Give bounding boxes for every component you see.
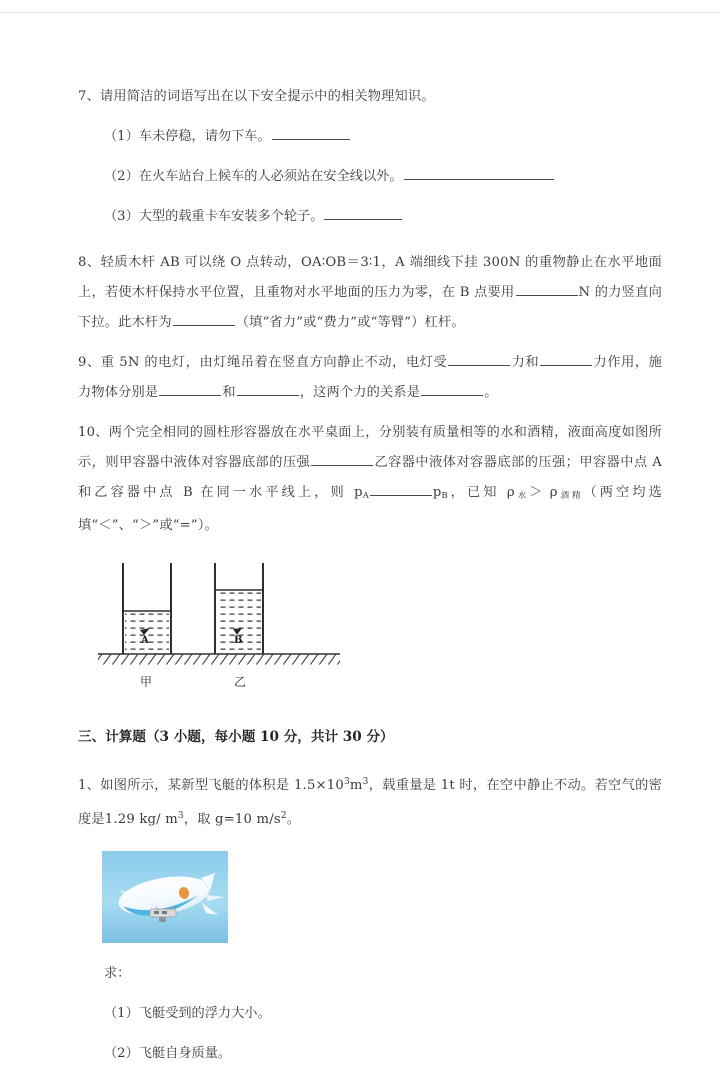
- liquid-left: [125, 611, 169, 654]
- answer-blank[interactable]: [448, 351, 510, 366]
- spacer: [78, 1029, 662, 1039]
- question-8-part1: 轻质木杆 AB 可以绕 O 点转动，OA∶OB＝3∶1，A 端细线下挂 300N 的重物静止在水平地面上，若使木杆保持水平位置，且重物对水平地面的压力为零，在 B 点要用: [78, 255, 662, 300]
- section-heading-calculation: 三、计算题（3 小题，每小题 10 分，共计 30 分）: [78, 729, 394, 745]
- question-9-part3: 力作用，施力物体分别是: [78, 355, 663, 400]
- gondola-window: [162, 911, 167, 914]
- figure-airship-photo: [102, 851, 228, 943]
- page-top-rule: [0, 12, 720, 13]
- spacer: [78, 112, 662, 122]
- gondola-window: [154, 911, 159, 914]
- item-text: 在火车站台上候车的人必须站在安全线以外。: [138, 169, 403, 184]
- question-10-part5: ＞ ρ: [529, 485, 558, 500]
- item-text: 车未停稳，请勿下车。: [138, 129, 271, 144]
- calc-q1-line1a: 如图所示，某新型飞艇的体积是 1.5×10: [100, 778, 344, 793]
- question-7: [78, 82, 662, 112]
- question-8-part3: （填“省力”或“费力”或“等臂”）杠杆。: [235, 315, 465, 330]
- calc-q1-line2b: ，取 g=10 m/s: [183, 812, 281, 827]
- calc-q1-line2c: 。: [286, 812, 301, 827]
- item-label: （2）: [104, 169, 139, 184]
- subscript-b: B: [441, 491, 448, 501]
- spacer: [78, 152, 662, 162]
- question-10-part4: ，已知 ρ: [447, 485, 515, 500]
- airship-engine: [159, 917, 166, 922]
- spacer: [78, 192, 662, 202]
- question-9-part4: 和: [222, 385, 236, 400]
- container-right-yi: [215, 563, 263, 654]
- calc-q1-exp4: 2: [280, 811, 287, 821]
- question-7-stem: 请用简洁的词语写出在以下安全提示中的相关物理知识。: [99, 89, 435, 104]
- calc-q1-ask: 求：: [104, 966, 131, 981]
- point-label-a: A: [141, 635, 149, 646]
- answer-blank[interactable]: [311, 451, 373, 466]
- question-10-part1: 两个完全相同的圆柱形容器放在水平桌面上，分别装有质量相等的水和酒精，液面高度如图所示，则甲容器中液体对容器底部的压强: [78, 425, 662, 470]
- container-left-jia: [123, 563, 171, 654]
- question-8-number: 8、: [78, 255, 101, 270]
- question-8: [78, 248, 662, 338]
- subscript-water: 水: [514, 491, 530, 501]
- sub-text: 飞艇受到的浮力大小。: [138, 1006, 271, 1021]
- question-9-part5: ，这两个力的关系是: [299, 385, 421, 400]
- item-text: 大型的载重卡车安装多个轮子。: [138, 209, 324, 224]
- question-7-item-3: [104, 202, 662, 232]
- answer-blank[interactable]: [540, 351, 592, 366]
- question-10-part6: （两空均选填“＜”、“＞”或“=”）。: [78, 485, 662, 533]
- spacer: [78, 679, 662, 723]
- page-content: [78, 82, 662, 1069]
- question-9: [78, 348, 662, 408]
- answer-blank[interactable]: [272, 125, 350, 140]
- spacer: [78, 408, 662, 418]
- calc-q1-line2a: 1.29 kg/ m: [104, 812, 178, 827]
- calc-q1-exp2: 3: [362, 777, 369, 787]
- spacer: [78, 232, 662, 248]
- figure-two-containers: [94, 555, 662, 689]
- calc-question-1: [78, 767, 662, 835]
- question-7-number: 7、: [78, 89, 100, 104]
- containers-diagram-svg: [94, 555, 344, 675]
- table-hatching: [98, 655, 340, 665]
- question-9-part1: 重 5N 的电灯，由灯绳吊着在竖直方向静止不动，电灯受: [100, 355, 448, 370]
- item-label: （3）: [104, 209, 139, 224]
- question-7-item-2: [104, 162, 662, 192]
- answer-blank[interactable]: [516, 281, 578, 296]
- spacer: [78, 943, 662, 959]
- question-9-part2: 力和: [511, 355, 540, 370]
- spacer: [78, 989, 662, 999]
- question-10: [78, 418, 662, 541]
- point-label-b: B: [234, 635, 243, 646]
- calc-q1-exp1: 3: [343, 777, 350, 787]
- airship-nose-dot: [121, 890, 125, 894]
- subscript-a: A: [362, 491, 369, 501]
- answer-blank[interactable]: [237, 381, 299, 396]
- question-10-part3: p: [432, 485, 442, 500]
- question-7-item-1: [104, 122, 662, 152]
- question-9-part6: 。: [484, 385, 498, 400]
- calc-q1-line1b: m: [349, 778, 363, 793]
- question-10-number: 10、: [78, 425, 109, 440]
- answer-blank[interactable]: [421, 381, 483, 396]
- calc-q1-exp3: 3: [177, 811, 184, 821]
- calc-q1-sub-1: [104, 999, 662, 1029]
- airship-image-svg: [102, 851, 228, 943]
- answer-blank[interactable]: [159, 381, 221, 396]
- answer-blank[interactable]: [370, 481, 432, 496]
- spacer: [78, 338, 662, 348]
- item-label: （1）: [104, 129, 139, 144]
- answer-blank[interactable]: [404, 165, 554, 180]
- caption-jia: 甲: [140, 675, 153, 689]
- sub-text: 飞艇自身质量。: [138, 1046, 232, 1061]
- sub-label: （2）: [104, 1046, 139, 1061]
- answer-blank[interactable]: [324, 205, 402, 220]
- subscript-alcohol: 酒精: [557, 491, 584, 501]
- calc-q1-line1c: ，载重量是 1t 时，在空中静止不动。若空气的密度是: [78, 778, 662, 827]
- answer-blank[interactable]: [173, 311, 235, 326]
- calc-question-1-number: 1、: [78, 778, 101, 793]
- question-10-part2: 乙容器中液体对容器底部的压强；甲容器中点 A 和乙容器中点 B 在同一水平线上，则 p: [78, 455, 662, 500]
- caption-yi: 乙: [234, 675, 247, 689]
- question-9-number: 9、: [78, 355, 101, 370]
- question-8-part2: N 的力竖直向下拉。此木杆为: [78, 285, 662, 330]
- calc-q1-sub-2: [104, 1039, 662, 1069]
- spacer: [78, 751, 662, 767]
- sub-label: （1）: [104, 1006, 139, 1021]
